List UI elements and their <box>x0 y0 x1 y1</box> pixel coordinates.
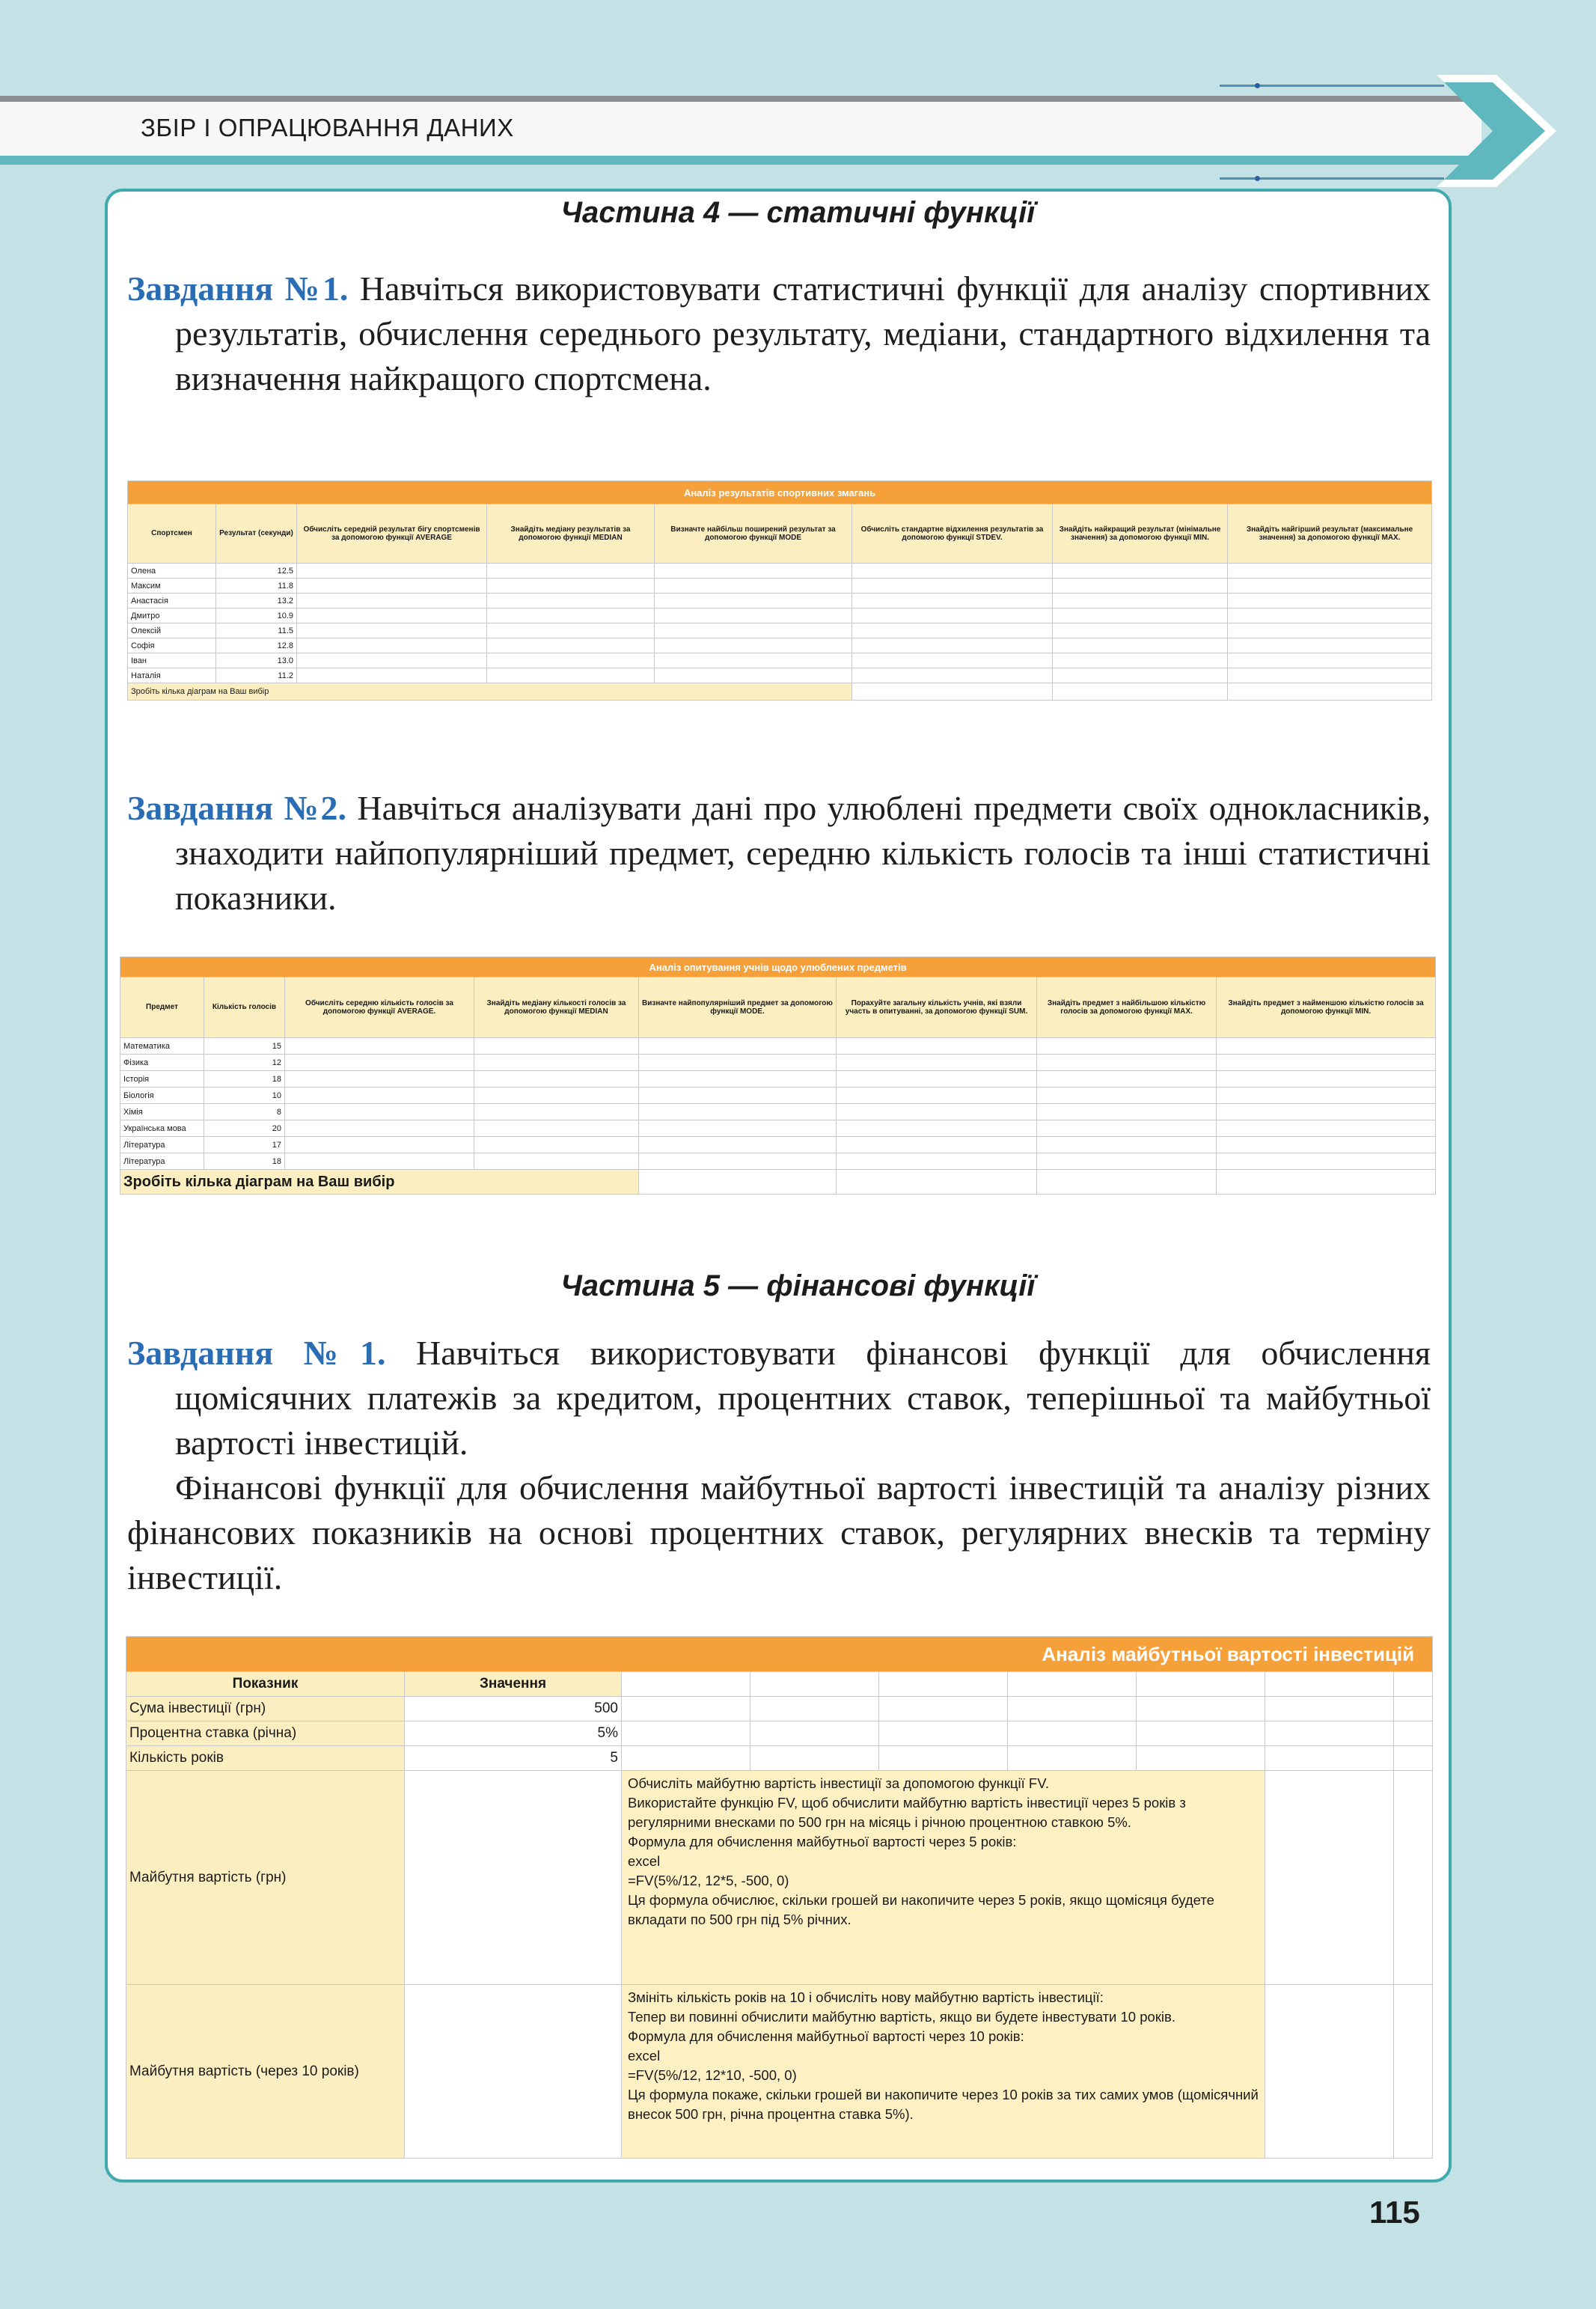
table-footer-note: Зробіть кілька діаграм на Ваш вибір <box>120 1170 639 1195</box>
task-label: Завдання №1. <box>127 269 349 308</box>
column-header: Знайдіть медіану результатів за допомогою функції MEDIAN <box>487 504 655 564</box>
sports-results-table <box>127 481 1432 701</box>
table-row <box>120 1153 1436 1170</box>
task-label: Завдання №1. <box>127 1334 386 1372</box>
column-header: Визначте найпопулярніший предмет за допомогою функції MODE. <box>639 977 837 1038</box>
athlete-cell: Олена <box>128 564 216 579</box>
result-cell: 12.5 <box>216 564 297 579</box>
column-header: Знайдіть предмет з найменшою кількістю голосів за допомогою функції MIN. <box>1217 977 1436 1038</box>
section-title: ЗБІР І ОПРАЦЮВАННЯ ДАНИХ <box>141 114 514 141</box>
formula-line: =FV(5%/12, 12*10, -500, 0) <box>628 2067 797 2083</box>
table-row <box>120 1071 1436 1088</box>
part4-task2 <box>127 786 1431 921</box>
decor-dot-bottom <box>1255 176 1260 181</box>
table-row <box>128 564 1432 579</box>
task-text: Навчіться аналізувати дані про улюблені предмети своїх однокласників, знаходити найпопулярніший предмет, середню кількість голосів та інші статистичні показники. <box>175 789 1431 917</box>
athlete-cell: Софія <box>128 638 216 653</box>
subject-cell: Біологія <box>120 1088 204 1104</box>
subject-cell: Математика <box>120 1038 204 1055</box>
decor-dot-top <box>1255 83 1260 88</box>
instruction-line: Ця формула обчислює, скільки грошей ви накопичите через 5 років, якщо щомісяця будете вкладати по 500 грн під 5% річних. <box>628 1892 1214 1927</box>
instruction-line: Формула для обчислення майбутньої вартості через 10 років: <box>628 2028 1024 2044</box>
votes-cell: 10 <box>204 1088 285 1104</box>
indicator-cell: Кількість років <box>126 1746 405 1771</box>
column-header: Знайдіть найкращий результат (мінімальне значення) за допомогою функції MIN. <box>1053 504 1228 564</box>
task-paragraph: Фінансові функції для обчислення майбутньої вартості інвестицій та аналізу різних фінансових показників на основі процентних ставок, регулярних внесків та терміну інвестиції. <box>127 1468 1431 1596</box>
table-title: Аналіз опитування учнів щодо улюблених предметів <box>120 957 1436 977</box>
column-header-indicator: Показник <box>126 1672 405 1697</box>
table-row <box>126 1697 1433 1721</box>
column-header: Обчисліть стандартне відхилення результатів за допомогою функції STDEV. <box>852 504 1053 564</box>
result-cell: 12.8 <box>216 638 297 653</box>
task-label: Завдання №2. <box>127 789 347 827</box>
instruction-line: excel <box>628 1853 661 1869</box>
task-text: Навчіться використовувати фінансові функції для обчислення щомісячних платежів за кредитом, процентних ставок, теперішньої та майбутньої вартості інвестицій. <box>175 1334 1431 1462</box>
athlete-cell: Дмитро <box>128 608 216 623</box>
subject-cell: Література <box>120 1153 204 1170</box>
table-title: Аналіз майбутньої вартості інвестицій <box>126 1637 1433 1672</box>
column-header: Порахуйте загальну кількість учнів, які взяли участь в опитуванні, за допомогою функції SUM. <box>837 977 1037 1038</box>
table-row <box>120 1104 1436 1120</box>
column-header: Кількість голосів <box>204 977 285 1038</box>
column-header: Знайдіть найгірший результат (максимальне значення) за допомогою функції MAX. <box>1228 504 1432 564</box>
instruction-line: Ця формула покаже, скільки грошей ви накопичите через 10 років за тих самих умов (щомісячний внесок 500 грн, річна процентна ставка 5%). <box>628 2087 1259 2122</box>
table-row <box>128 638 1432 653</box>
instruction-line: Обчисліть майбутню вартість інвестиції за допомогою функції FV. <box>628 1775 1049 1791</box>
votes-cell: 12 <box>204 1055 285 1071</box>
instruction-line: Формула для обчислення майбутньої вартості через 5 років: <box>628 1834 1017 1849</box>
votes-cell: 15 <box>204 1038 285 1055</box>
indicator-cell: Сума інвестиції (грн) <box>126 1697 405 1721</box>
result-cell: 11.2 <box>216 668 297 683</box>
column-header: Обчисліть середній результат бігу спортсменів за допомогою функції AVERAGE <box>297 504 487 564</box>
value-cell: 5 <box>405 1746 622 1771</box>
instruction-line: Тепер ви повинні обчислити майбутню вартість, якщо ви будете інвестувати 10 років. <box>628 2009 1175 2025</box>
athlete-cell: Наталія <box>128 668 216 683</box>
result-cell: 13.2 <box>216 594 297 608</box>
votes-cell: 18 <box>204 1071 285 1088</box>
indicator-cell: Процентна ставка (річна) <box>126 1721 405 1746</box>
table-row <box>120 1055 1436 1071</box>
votes-cell: 8 <box>204 1104 285 1120</box>
table-row <box>120 1038 1436 1055</box>
column-header: Результат (секунди) <box>216 504 297 564</box>
votes-cell: 20 <box>204 1120 285 1137</box>
result-cell: 13.0 <box>216 653 297 668</box>
table-row <box>128 623 1432 638</box>
page-number: 115 <box>1369 2194 1420 2230</box>
fv-instructions <box>622 1771 1265 1985</box>
instruction-line: Використайте функцію FV, щоб обчислити майбутню вартість інвестиції через 5 років з регулярними внесками по 500 грн на місяць і річною процентною ставкою 5%. <box>628 1795 1186 1830</box>
table-row <box>128 668 1432 683</box>
table-row <box>126 1771 1433 1985</box>
subject-cell: Українська мова <box>120 1120 204 1137</box>
athlete-cell: Олексій <box>128 623 216 638</box>
votes-cell: 17 <box>204 1137 285 1153</box>
decor-line-bottom <box>1220 177 1444 180</box>
column-header: Знайдіть предмет з найбільшою кількістю голосів за допомогою функції MAX. <box>1037 977 1217 1038</box>
table-row <box>128 594 1432 608</box>
subject-cell: Література <box>120 1137 204 1153</box>
part5-task1 <box>127 1331 1431 1600</box>
table-row <box>120 1137 1436 1153</box>
subject-cell: Історія <box>120 1071 204 1088</box>
subject-cell: Хімія <box>120 1104 204 1120</box>
fv-label-cell: Майбутня вартість (через 10 років) <box>126 1985 405 2159</box>
formula-line: =FV(5%/12, 12*5, -500, 0) <box>628 1873 789 1888</box>
subject-cell: Фізика <box>120 1055 204 1071</box>
part4-heading: Частина 4 — статичні функції <box>560 196 1036 229</box>
result-cell: 10.9 <box>216 608 297 623</box>
value-cell: 5% <box>405 1721 622 1746</box>
result-cell: 11.5 <box>216 623 297 638</box>
column-header-value: Значення <box>405 1672 622 1697</box>
table-row <box>128 608 1432 623</box>
table-row <box>120 1088 1436 1104</box>
votes-cell: 18 <box>204 1153 285 1170</box>
column-header: Спортсмен <box>128 504 216 564</box>
athlete-cell: Іван <box>128 653 216 668</box>
fv-instructions <box>622 1985 1265 2159</box>
instruction-line: Змініть кількість років на 10 і обчисліть нову майбутню вартість інвестиції: <box>628 1989 1104 2005</box>
decor-line-top <box>1220 85 1444 87</box>
athlete-cell: Анастасія <box>128 594 216 608</box>
athlete-cell: Максим <box>128 579 216 594</box>
table-row <box>126 1721 1433 1746</box>
table-title: Аналіз результатів спортивних змагань <box>128 481 1432 504</box>
table-footer-note: Зробіть кілька діаграм на Ваш вибір <box>128 683 852 701</box>
part4-task1 <box>127 266 1431 401</box>
column-header: Визначте найбільш поширений результат за допомогою функції MODE <box>655 504 852 564</box>
subject-survey-table <box>120 957 1436 1195</box>
column-header: Обчисліть середню кількість голосів за допомогою функції AVERAGE. <box>285 977 474 1038</box>
table-row <box>126 1746 1433 1771</box>
table-row <box>128 653 1432 668</box>
task-text: Навчіться використовувати статистичні функції для аналізу спортивних результатів, обчислення середнього результату, медіани, стандартного відхилення та визначення найкращого спортсмена. <box>175 269 1431 397</box>
table-row <box>126 1985 1433 2159</box>
result-cell: 11.8 <box>216 579 297 594</box>
table-row <box>128 579 1432 594</box>
value-cell: 500 <box>405 1697 622 1721</box>
chevron-arrow-icon <box>1422 71 1564 191</box>
part5-heading: Частина 5 — фінансові функції <box>560 1269 1036 1302</box>
investment-analysis-table <box>126 1636 1433 2159</box>
column-header: Предмет <box>120 977 204 1038</box>
instruction-line: excel <box>628 2048 661 2064</box>
column-header: Знайдіть медіану кількості голосів за допомогою функції MEDIAN <box>474 977 639 1038</box>
fv-label-cell: Майбутня вартість (грн) <box>126 1771 405 1985</box>
table-row <box>120 1120 1436 1137</box>
